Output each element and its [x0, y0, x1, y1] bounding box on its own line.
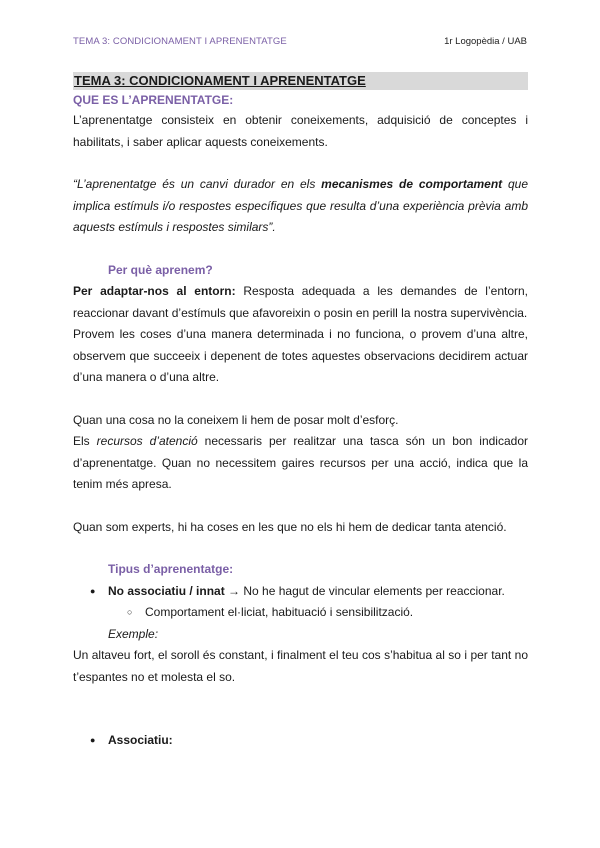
bullet1-rest: → No he hagut de vincular elements per reaccionar. — [224, 583, 505, 598]
adapt-rest: Resposta adequada a les demandes de l’entorn, reaccionar davant d’estímuls que afavoreixin o posin en perill la nostra supervivència. — [73, 284, 529, 320]
bullet2-bold: Associatiu: — [108, 733, 173, 747]
list-item-associative — [73, 730, 528, 752]
example-text: Un altaveu fort, el soroll és constant, i finalment el teu cos s’habitua al so i per tant no t’espantes no et molesta el so. — [73, 648, 528, 684]
learning-quote — [73, 174, 528, 239]
learning-definition: L’aprenentatge consisteix en obtenir coneixements, adquisició de conceptes i habilitats, i saber aplicar aquests coneixements. — [73, 113, 528, 149]
effort-paragraph: Quan una cosa no la coneixem li hem de posar molt d’esforç. — [73, 412, 399, 427]
attention-part-a: Els — [73, 434, 97, 448]
quote-part-a: “L’aprenentatge és un canvi durador en els — [73, 177, 322, 191]
adapt-paragraph — [73, 281, 528, 324]
bullet1-bold: No associatiu / innat — [108, 583, 225, 598]
section-heading-what-is-learning: QUE ES L’APRENENTATGE: — [73, 93, 234, 107]
document-title: TEMA 3: CONDICIONAMENT I APRENENTATGE — [73, 72, 528, 90]
document-body — [73, 70, 528, 752]
quote-part-b: que implica estímuls i/o respostes específiques que resulta d’una experiència prèvia amb aquests estímuls i respostes similars”. — [73, 177, 529, 234]
example-label: Exemple: — [108, 626, 159, 641]
experts-paragraph: Quan som experts, hi ha coses en les que no els hi hem de dedicar tanta atenció. — [73, 519, 507, 534]
attention-italic: recursos d’atenció — [96, 434, 198, 448]
adapt-bold: Per adaptar-nos al entorn: — [73, 284, 236, 298]
quote-bold: mecanismes de comportament — [321, 177, 503, 191]
header-course-info: 1r Logopèdia / UAB — [444, 36, 527, 47]
section-heading-types: Tipus d’aprenentatge: — [108, 562, 234, 576]
section-heading-why-learn: Per què aprenem? — [108, 262, 213, 277]
trial-paragraph: Provem les coses d’una manera determinada i no funciona, o provem d’una altre, observem que succeeix i depenent de totes aquestes observacions decidirem actuar d’una manera o d’una altre. — [73, 327, 528, 384]
attention-part-b: necessaris per realitzar una tasca són un bon indicador d’aprenentatge. Quan no necessitem gaires recursos per una acció, indica que la tenim més apresa. — [73, 434, 528, 491]
bullet-dot-icon: ● — [90, 585, 96, 596]
sublist-item-behaviour — [73, 602, 528, 624]
bullet-dot-icon: ● — [90, 735, 96, 745]
subbullet1-text: Comportament el·liciat, habituació i sensibilització. — [145, 605, 414, 619]
bullet-circle-icon: ○ — [127, 607, 133, 617]
header-course-title: TEMA 3: CONDICIONAMENT I APRENENTATGE — [73, 36, 287, 47]
attention-paragraph — [73, 431, 528, 496]
list-item-non-associative — [73, 581, 528, 603]
